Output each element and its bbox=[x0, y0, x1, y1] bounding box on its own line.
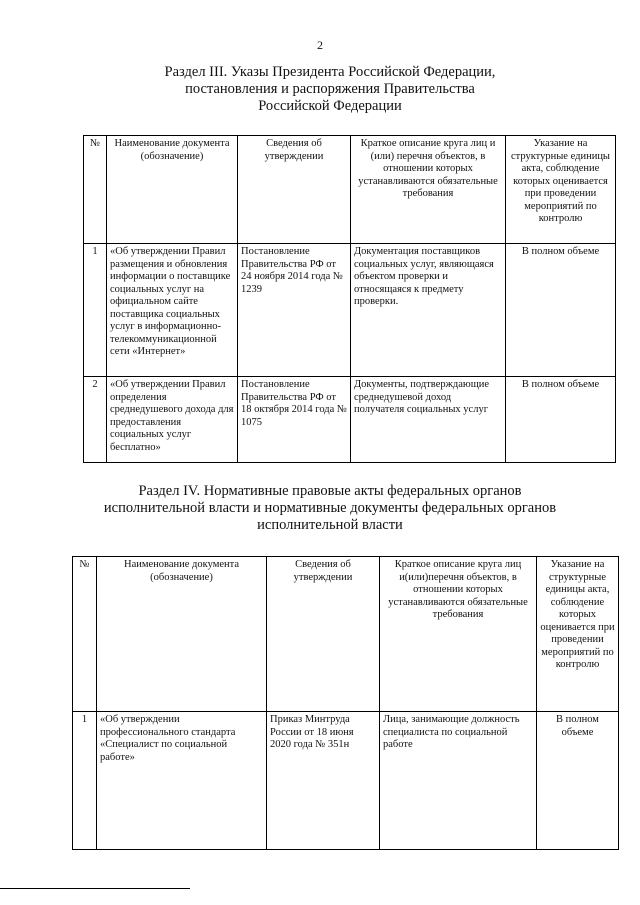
document-name: «Об утверждении Правил размещения и обновления информации о поставщике социальных услуг на официальном сайте поставщика социальных услуг в информационно-телекоммуникационной сети «Интернет» bbox=[107, 244, 238, 377]
row-number: 1 bbox=[73, 712, 97, 850]
description: Лица, занимающие должность специалиста по социальной работе bbox=[380, 712, 537, 850]
section-3-table bbox=[83, 135, 616, 463]
section-3-title bbox=[80, 64, 580, 115]
table-row bbox=[84, 377, 616, 463]
page-number: 2 bbox=[317, 38, 323, 52]
header-scope: Указание на структурные единицы акта, соблюдение которых оценивается при проведении мероприятий по контролю bbox=[506, 136, 616, 244]
scope: В полном объеме bbox=[506, 377, 616, 463]
header-document-name: Наименование документа (обозначение) bbox=[97, 557, 267, 712]
row-number: 2 bbox=[84, 377, 107, 463]
header-description: Краткое описание круга лиц и(или)перечня объектов, в отношении которых устанавливаются обязательные требования bbox=[380, 557, 537, 712]
scope: В полном объеме bbox=[537, 712, 619, 850]
description: Документация поставщиков социальных услуг, являющаяся объектом проверки и относящаяся к предмету проверки. bbox=[351, 244, 506, 377]
approval-info: Приказ Минтруда России от 18 июня 2020 года № 351н bbox=[267, 712, 380, 850]
row-number: 1 bbox=[84, 244, 107, 377]
header-approval: Сведения об утверждении bbox=[238, 136, 351, 244]
table-row bbox=[73, 712, 619, 850]
section-3-title-line: Российской Федерации bbox=[258, 98, 402, 114]
section-4-title bbox=[80, 483, 580, 534]
approval-info: Постановление Правительства РФ от 24 ноября 2014 года № 1239 bbox=[238, 244, 351, 377]
section-4-title-line: Раздел IV. Нормативные правовые акты федеральных органов bbox=[138, 483, 522, 499]
section-4-title-line: исполнительной власти и нормативные документы федеральных органов bbox=[103, 500, 557, 516]
table-header-row bbox=[84, 136, 616, 244]
header-number: № bbox=[73, 557, 97, 712]
section-3-title-line: постановления и распоряжения Правительства bbox=[185, 81, 475, 97]
table-header-row bbox=[73, 557, 619, 712]
section-4-title-line: исполнительной власти bbox=[257, 517, 403, 533]
document-name: «Об утверждении Правил определения среднедушевого дохода для предоставления социальных услуг бесплатно» bbox=[107, 377, 238, 463]
section-3-title-line: Раздел III. Указы Президента Российской Федерации, bbox=[164, 64, 496, 80]
footer-divider bbox=[0, 888, 190, 889]
approval-info: Постановление Правительства РФ от 18 октября 2014 года № 1075 bbox=[238, 377, 351, 463]
table-row bbox=[84, 244, 616, 377]
description: Документы, подтверждающие среднедушевой доход получателя социальных услуг bbox=[351, 377, 506, 463]
document-name: «Об утверждении профессионального стандарта «Специалист по социальной работе» bbox=[97, 712, 267, 850]
header-description: Краткое описание круга лиц и (или) перечня объектов, в отношении которых устанавливаются обязательные требования bbox=[351, 136, 506, 244]
section-4-table bbox=[72, 556, 619, 850]
header-approval: Сведения об утверждении bbox=[267, 557, 380, 712]
header-document-name: Наименование документа (обозначение) bbox=[107, 136, 238, 244]
scope: В полном объеме bbox=[506, 244, 616, 377]
header-scope: Указание на структурные единицы акта, соблюдение которых оценивается при проведении мероприятий по контролю bbox=[537, 557, 619, 712]
header-number: № bbox=[84, 136, 107, 244]
